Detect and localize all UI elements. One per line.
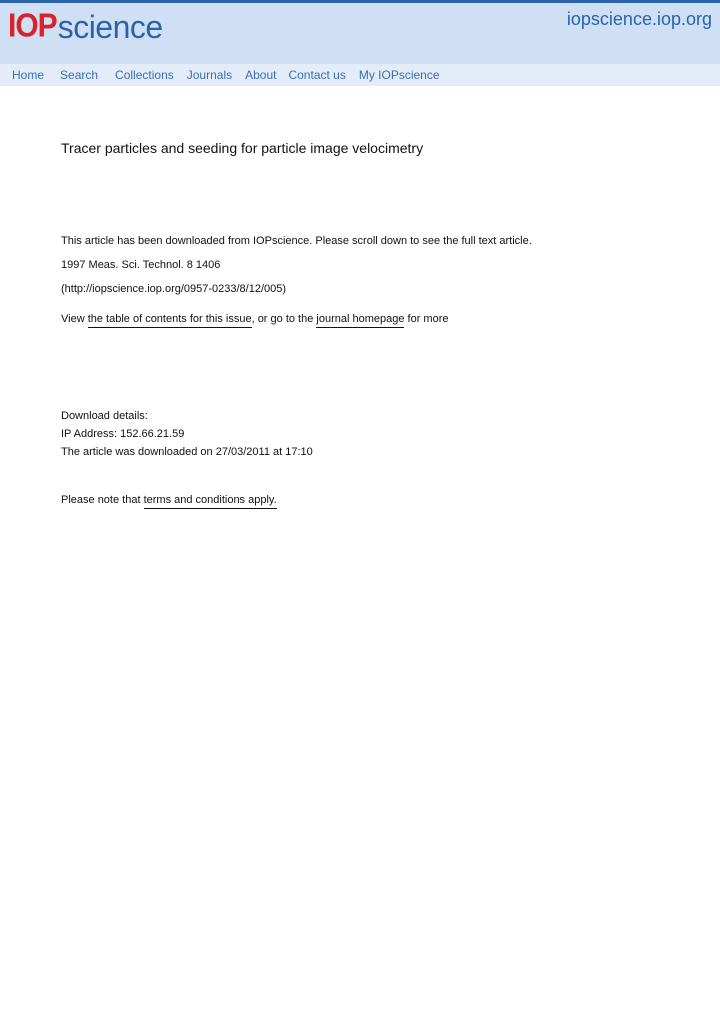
site-header <box>0 0 720 64</box>
terms-prefix: Please note that <box>61 494 144 506</box>
article-title: Tracer particles and seeding for particle image velocimetry <box>61 140 424 156</box>
main-nav <box>0 64 720 86</box>
toc-link[interactable]: the table of contents for this issue <box>88 313 252 328</box>
download-date: The article was downloaded on 27/03/2011 at 17:10 <box>61 446 313 458</box>
nav-contact-us[interactable]: Contact us <box>288 68 346 82</box>
nav-home[interactable]: Home <box>12 68 45 82</box>
download-notice: This article has been downloaded from IOPscience. Please scroll down to see the full text article. <box>61 235 532 247</box>
nav-journals[interactable]: Journals <box>186 68 233 82</box>
terms-link[interactable]: terms and conditions apply. <box>144 494 277 509</box>
view-suffix: for more <box>404 313 449 325</box>
journal-homepage-link[interactable]: journal homepage <box>316 313 404 328</box>
view-links-line <box>61 312 449 326</box>
download-details-heading: Download details: <box>61 410 148 422</box>
iopscience-logo[interactable] <box>8 7 163 47</box>
terms-line <box>61 493 277 507</box>
site-url[interactable]: iopscience.iop.org <box>566 9 712 29</box>
logo-iop-text: IOP <box>8 7 57 45</box>
nav-my-iopscience[interactable]: My IOPscience <box>358 68 440 82</box>
article-citation: 1997 Meas. Sci. Technol. 8 1406 <box>61 259 221 271</box>
article-url: (http://iopscience.iop.org/0957-0233/8/12/005) <box>61 283 287 295</box>
nav-about[interactable]: About <box>245 68 277 82</box>
ip-address: IP Address: 152.66.21.59 <box>61 428 185 440</box>
logo-science-text: science <box>57 9 163 45</box>
nav-collections[interactable]: Collections <box>115 68 174 82</box>
view-prefix: View <box>61 313 88 325</box>
view-middle: , or go to the <box>251 313 317 325</box>
nav-search[interactable]: Search <box>60 68 99 82</box>
